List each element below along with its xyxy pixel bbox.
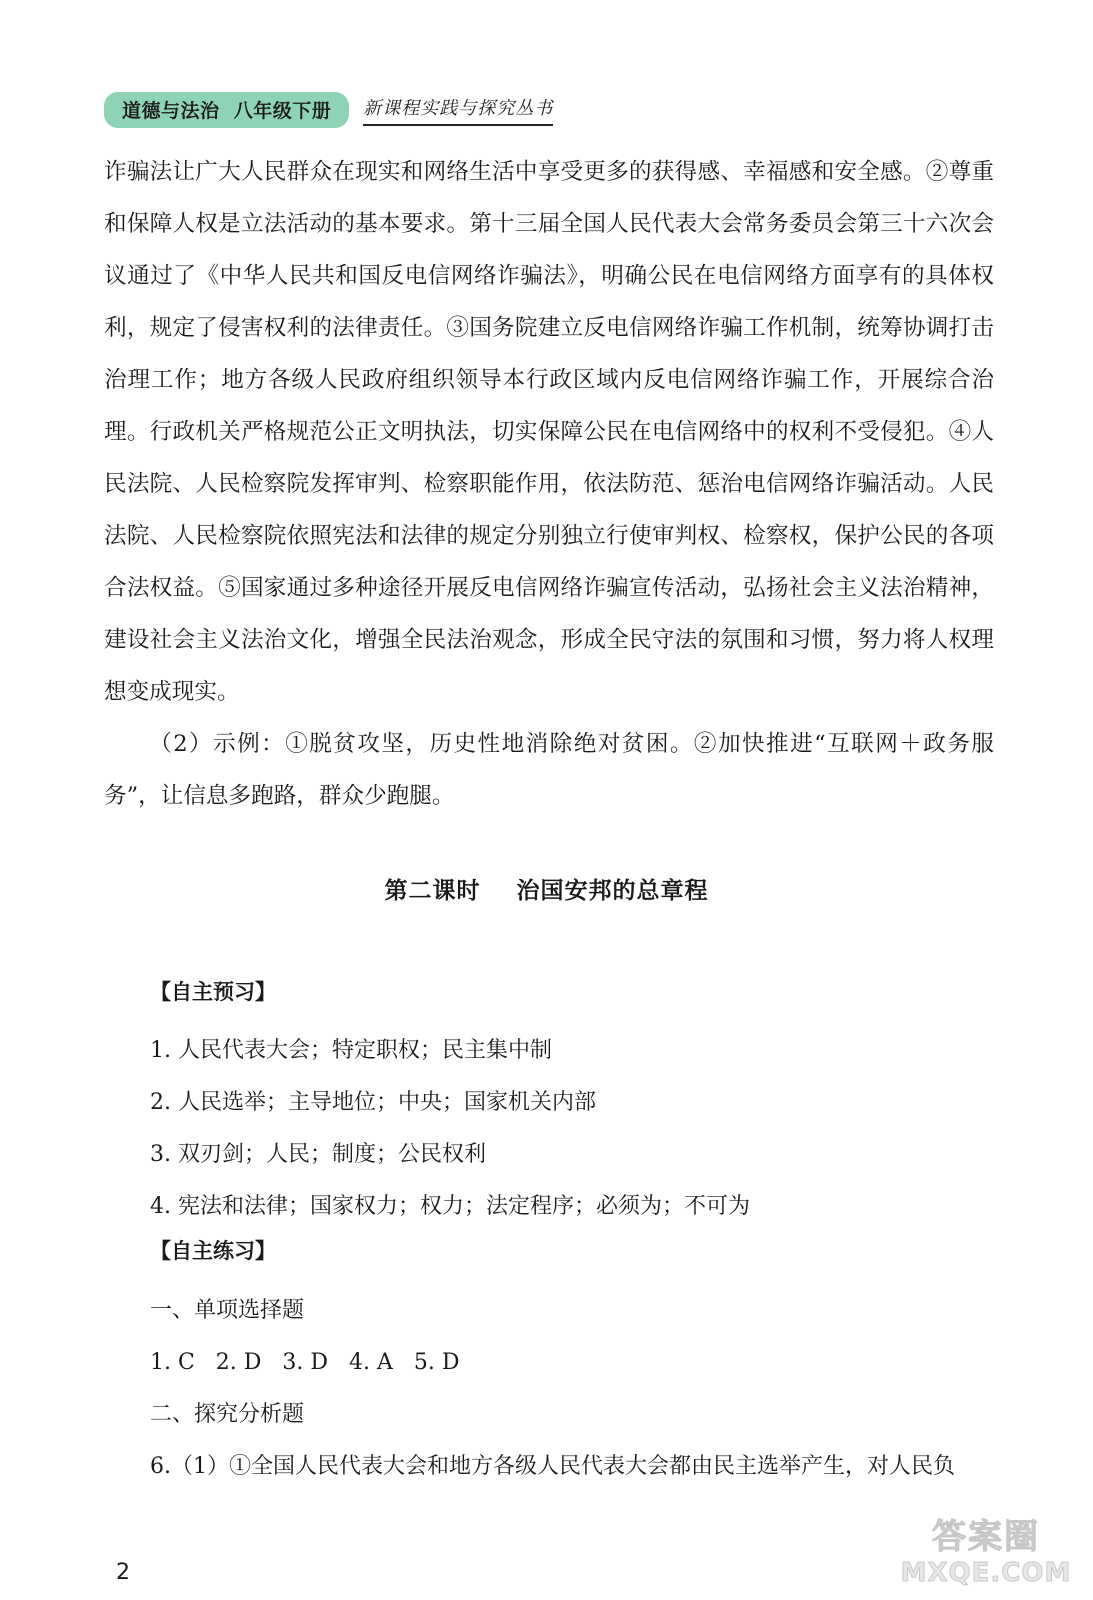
practice-list — [150, 1285, 1000, 1493]
preview-item: 1. 人民代表大会；特定职权；民主集中制 — [150, 1038, 552, 1063]
part2-title: 二、探究分析题 — [150, 1402, 305, 1427]
book-title-badge: 道德与法治 八年级下册 — [104, 92, 349, 128]
practice-heading-block — [150, 1233, 1000, 1269]
page-number: 2 — [116, 1560, 130, 1585]
choice-answers: 1. C 2. D 3. D 4. A 5. D — [150, 1350, 460, 1375]
series-name: 新课程实践与探究丛书 — [363, 94, 553, 126]
part1-title: 一、单项选择题 — [150, 1298, 305, 1323]
question-6-answer: 6.（1）①全国人民代表大会和地方各级人民代表大会都由民主选举产生，对人民负 — [150, 1454, 955, 1479]
answer-body — [104, 146, 994, 822]
watermark-logo: 答案圈 — [932, 1516, 1040, 1557]
answer-paragraph: 诈骗法让广大人民群众在现实和网络生活中享受更多的获得感、幸福感和安全感。②尊重和保障人权是立法活动的基本要求。第十三届全国人民代表大会常务委员会第三十六次会议通过了《中华人民共和国反电信网络诈骗法》，明确公民在电信网络方面享有的具体权利，规定了侵害权利的法律责任。③国务院建立反电信网络诈骗工作机制，统筹协调打击治理工作；地方各级人民政府组织领导本行政区域内反电信网络诈骗工作，开展综合治理。行政机关严格规范公正文明执法，切实保障公民在电信网络中的权利不受侵犯。④人民法院、人民检察院发挥审判、检察职能作用，依法防范、惩治电信网络诈骗活动。人民法院、人民检察院依照宪法和法律的规定分别独立行使审判权、检察权，保护公民的各项合法权益。⑤国家通过多种途径开展反电信网络诈骗宣传活动，弘扬社会主义法治精神，建设社会主义法治文化，增强全民法治观念，形成全民守法的氛围和习惯，努力将人权理想变成现实。 — [104, 159, 994, 705]
practice-heading: 【自主练习】 — [150, 1239, 276, 1263]
running-header — [104, 92, 553, 128]
preview-item: 2. 人民选举；主导地位；中央；国家机关内部 — [150, 1090, 596, 1115]
preview-list — [150, 1025, 1000, 1233]
preview-item: 3. 双刃剑；人民；制度；公民权利 — [150, 1142, 486, 1167]
lesson-title: 第二课时 治国安邦的总章程 — [384, 877, 709, 904]
preview-heading: 【自主预习】 — [150, 980, 276, 1004]
preview-heading-block — [150, 974, 1000, 1010]
watermark-url: MXQE.COM — [900, 1557, 1072, 1588]
watermark — [896, 1506, 1076, 1590]
answer-paragraph-example: （2）示例：①脱贫攻坚，历史性地消除绝对贫困。②加快推进“互联网＋政务服务”，让信息多跑路，群众少跑腿。 — [104, 731, 994, 809]
preview-item: 4. 宪法和法律；国家权力；权力；法定程序；必须为；不可为 — [150, 1194, 750, 1219]
